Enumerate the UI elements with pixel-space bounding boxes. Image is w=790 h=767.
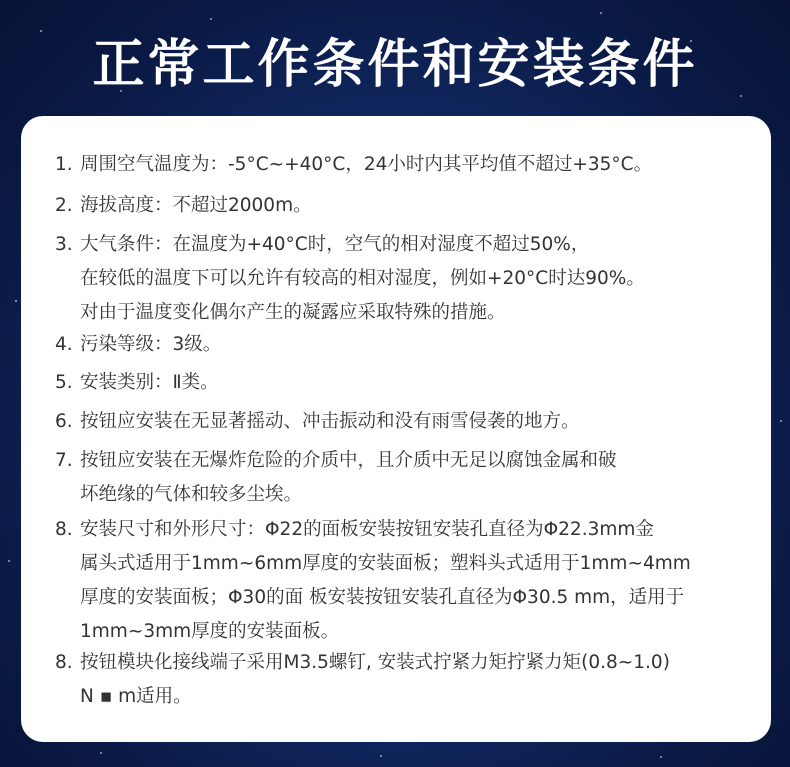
- list-item: [55, 405, 580, 439]
- item-text: 1mm~3mm厚度的安装面板。: [80, 621, 340, 642]
- item-text: 海拔高度：不超过2000m。: [80, 195, 312, 216]
- list-item: [55, 189, 312, 223]
- item-text: 在较低的温度下可以允许有较高的相对湿度，例如+20°C时达90%。: [80, 268, 645, 289]
- list-item: [55, 646, 670, 714]
- item-number: 1.: [55, 154, 73, 175]
- item-number: 8.: [55, 652, 73, 673]
- item-number: 7.: [55, 450, 73, 471]
- list-item: [55, 366, 219, 400]
- item-text: 安装尺寸和外形尺寸：Φ22的面板安装按钮安装孔直径为Φ22.3mm金: [80, 519, 654, 540]
- item-text: N ▪ m适用。: [80, 686, 192, 707]
- list-item: [55, 148, 652, 182]
- item-text: 周围空气温度为：-5°C~+40°C，24小时内其平均值不超过+35°C。: [80, 154, 653, 175]
- item-number: 6.: [55, 411, 73, 432]
- item-text: 按钮应安装在无爆炸危险的介质中，且介质中无足以腐蚀金属和破: [80, 450, 617, 471]
- item-number: 8.: [55, 519, 73, 540]
- item-text: 大气条件：在温度为+40°C时，空气的相对湿度不超过50%，: [80, 234, 590, 255]
- item-text: 按钮应安装在无显著摇动、冲击振动和没有雨雪侵袭的地方。: [80, 411, 580, 432]
- item-text: 坏绝缘的气体和较多尘埃。: [80, 484, 303, 505]
- list-item: [55, 513, 691, 649]
- item-text: 对由于温度变化偶尔产生的凝露应采取特殊的措施。: [80, 302, 506, 323]
- list-item: [55, 328, 221, 362]
- item-text: 污染等级：3级。: [80, 334, 222, 355]
- page-title: 正常工作条件和安装条件: [92, 35, 698, 95]
- item-number: 4.: [55, 334, 73, 355]
- item-number: 3.: [55, 234, 73, 255]
- item-text: 按钮模块化接线端子采用M3.5螺钉, 安装式拧紧力矩拧紧力矩(0.8~1.0): [80, 652, 670, 673]
- item-number: 2.: [55, 195, 73, 216]
- list-item: [55, 228, 645, 330]
- list-item: [55, 444, 617, 512]
- item-number: 5.: [55, 372, 73, 393]
- item-text: 安装类别：Ⅱ类。: [80, 372, 219, 393]
- item-text: 属头式适用于1mm~6mm厚度的安装面板；塑料头式适用于1mm~4mm: [80, 553, 691, 574]
- conditions-card: [21, 116, 771, 742]
- item-text: 厚度的安装面板；Φ30的面 板安装按钮安装孔直径为Φ30.5 mm，适用于: [80, 587, 685, 608]
